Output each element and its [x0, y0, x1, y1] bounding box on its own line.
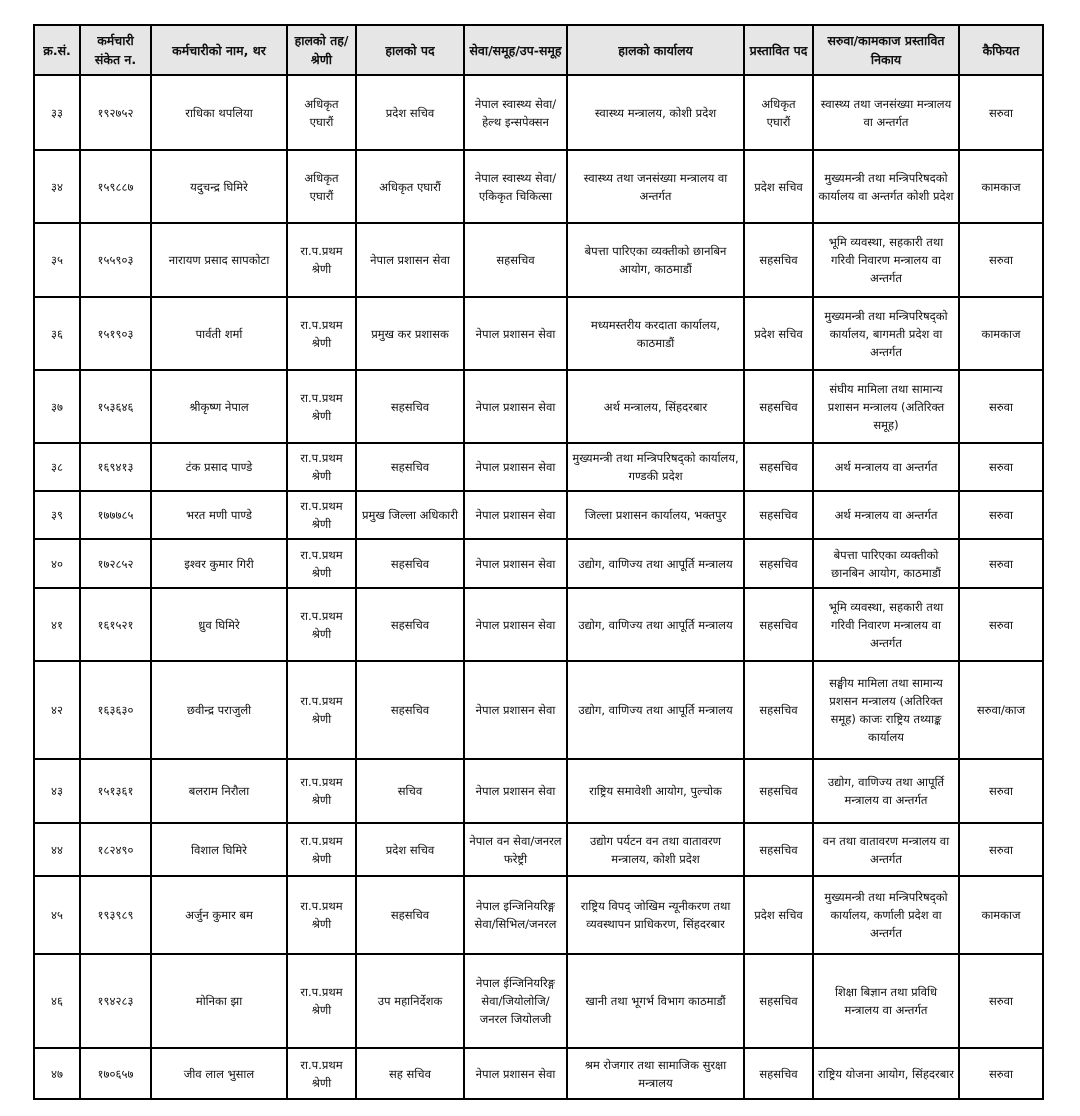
cell-current-post: प्रमुख कर प्रशासक [356, 297, 464, 370]
cell-serial: ३७ [34, 370, 80, 443]
cell-serial: ३५ [34, 223, 80, 297]
cell-remarks: सरुवा [959, 954, 1043, 1048]
cell-employee-code: १८२४९० [80, 823, 151, 876]
cell-current-office: उद्योग, वाणिज्य तथा आपूर्ति मन्त्रालय [567, 661, 744, 759]
table-row [34, 297, 1043, 370]
cell-service-group: नेपाल प्रशासन सेवा [464, 661, 567, 759]
cell-current-post: सहसचिव [356, 661, 464, 759]
cell-service-group: नेपाल प्रशासन सेवा [464, 588, 567, 661]
cell-employee-name: टंक प्रसाद पाण्डे [151, 443, 287, 491]
cell-employee-name: श्रीकृष्ण नेपाल [151, 370, 287, 443]
cell-proposed-post: सहसचिव [744, 539, 813, 588]
cell-current-post: सहसचिव [356, 539, 464, 588]
cell-employee-code: १९२७५२ [80, 75, 151, 150]
cell-service-group: नेपाल प्रशासन सेवा [464, 491, 567, 539]
cell-proposed-body: शिक्षा बिज्ञान तथा प्रविधि मन्त्रालय वा अन्तर्गत [813, 954, 959, 1048]
cell-employee-code: १७२८५२ [80, 539, 151, 588]
cell-current-level: रा.प.प्रथम श्रेणी [287, 759, 356, 823]
cell-remarks: सरुवा [959, 443, 1043, 491]
cell-employee-name: नारायण प्रसाद सापकोटा [151, 223, 287, 297]
cell-employee-name: ध्रुव घिमिरे [151, 588, 287, 661]
cell-service-group: नेपाल प्रशासन सेवा [464, 759, 567, 823]
cell-proposed-body: मुख्यमन्त्री तथा मन्त्रिपरिषद्को कार्यालय, कर्णाली प्रदेश वा अन्तर्गत [813, 876, 959, 954]
cell-serial: ४१ [34, 588, 80, 661]
cell-employee-code: १५३६४६ [80, 370, 151, 443]
header-remarks: कैफियत [959, 25, 1043, 75]
table-row [34, 661, 1043, 759]
cell-proposed-post: सहसचिव [744, 823, 813, 876]
cell-serial: ४७ [34, 1048, 80, 1099]
cell-current-post: सहसचिव [356, 443, 464, 491]
cell-current-level: रा.प.प्रथम श्रेणी [287, 370, 356, 443]
cell-remarks: कामकाज [959, 876, 1043, 954]
cell-current-level: रा.प.प्रथम श्रेणी [287, 223, 356, 297]
cell-proposed-post: सहसचिव [744, 1048, 813, 1099]
cell-current-level: अधिकृत एघारौं [287, 75, 356, 150]
cell-proposed-body: बेपत्ता पारिएका व्यक्तीको छानबिन आयोग, काठमाडौं [813, 539, 959, 588]
header-row [34, 25, 1043, 75]
cell-employee-code: १५१३६१ [80, 759, 151, 823]
cell-employee-name: इश्वर कुमार गिरी [151, 539, 287, 588]
cell-current-level: रा.प.प्रथम श्रेणी [287, 1048, 356, 1099]
cell-remarks: सरुवा [959, 588, 1043, 661]
cell-employee-name: पार्वती शर्मा [151, 297, 287, 370]
cell-remarks: सरुवा/काज [959, 661, 1043, 759]
cell-serial: ४३ [34, 759, 80, 823]
cell-proposed-body: सङ्घीय मामिला तथा सामान्य प्रशसन मन्त्रालय (अतिरिक्त समूह) काजः राष्ट्रिय तथ्याङ्क कार्यालय [813, 661, 959, 759]
cell-service-group: नेपाल प्रशासन सेवा [464, 1048, 567, 1099]
cell-current-post: प्रदेश सचिव [356, 75, 464, 150]
cell-employee-code: १६३६३० [80, 661, 151, 759]
cell-current-level: रा.प.प्रथम श्रेणी [287, 539, 356, 588]
cell-proposed-body: उद्योग, वाणिज्य तथा आपूर्ति मन्त्रालय वा अन्तर्गत [813, 759, 959, 823]
cell-proposed-body: मुख्यमन्त्री तथा मन्त्रिपरिषद्को कार्यालय, बागमती प्रदेश वा अन्तर्गत [813, 297, 959, 370]
cell-current-level: रा.प.प्रथम श्रेणी [287, 823, 356, 876]
cell-proposed-body: राष्ट्रिय योजना आयोग, सिंहदरबार [813, 1048, 959, 1099]
table-row [34, 539, 1043, 588]
cell-employee-name: छवीन्द्र पराजुली [151, 661, 287, 759]
header-employee-code: कर्मचारी संकेत न. [80, 25, 151, 75]
cell-employee-code: १९३९८९ [80, 876, 151, 954]
cell-employee-name: अर्जुन कुमार बम [151, 876, 287, 954]
cell-current-office: अर्थ मन्त्रालय, सिंहदरबार [567, 370, 744, 443]
cell-proposed-body: वन तथा वातावरण मन्त्रालय वा अन्तर्गत [813, 823, 959, 876]
cell-serial: ४२ [34, 661, 80, 759]
cell-proposed-body: भूमि व्यवस्था, सहकारी तथा गरिवी निवारण मन्त्रालय वा अन्तर्गत [813, 223, 959, 297]
cell-proposed-post: सहसचिव [744, 443, 813, 491]
cell-serial: ४० [34, 539, 80, 588]
cell-employee-code: १५५९०३ [80, 223, 151, 297]
cell-remarks: कामकाज [959, 297, 1043, 370]
cell-proposed-post: सहसचिव [744, 759, 813, 823]
cell-proposed-post: सहसचिव [744, 954, 813, 1048]
cell-current-office: राष्ट्रिय समावेशी आयोग, पुल्चोक [567, 759, 744, 823]
cell-current-post: सहसचिव [356, 876, 464, 954]
cell-current-post: सह सचिव [356, 1048, 464, 1099]
cell-current-office: जिल्ला प्रशासन कार्यालय, भक्तपुर [567, 491, 744, 539]
cell-current-office: स्वास्थ्य तथा जनसंख्या मन्त्रालय वा अन्तर्गत [567, 150, 744, 223]
cell-current-office: उद्योग पर्यटन वन तथा वातावरण मन्त्रालय, कोशी प्रदेश [567, 823, 744, 876]
table-row [34, 823, 1043, 876]
cell-proposed-body: अर्थ मन्त्रालय वा अन्तर्गत [813, 491, 959, 539]
cell-employee-name: जीव लाल भुसाल [151, 1048, 287, 1099]
cell-service-group: नेपाल प्रशासन सेवा [464, 443, 567, 491]
table-row [34, 588, 1043, 661]
cell-current-office: उद्योग, वाणिज्य तथा आपूर्ति मन्त्रालय [567, 588, 744, 661]
cell-proposed-post: सहसचिव [744, 223, 813, 297]
cell-current-level: रा.प.प्रथम श्रेणी [287, 297, 356, 370]
cell-remarks: सरुवा [959, 223, 1043, 297]
cell-proposed-post: अधिकृत एघारौं [744, 75, 813, 150]
header-service-group: सेवा/समूह/उप-समूह [464, 25, 567, 75]
table-row [34, 223, 1043, 297]
cell-current-post: उप महानिर्देशक [356, 954, 464, 1048]
cell-employee-name: बलराम निरौला [151, 759, 287, 823]
cell-remarks: सरुवा [959, 539, 1043, 588]
cell-service-group: नेपाल प्रशासन सेवा [464, 297, 567, 370]
cell-remarks: सरुवा [959, 75, 1043, 150]
cell-serial: ३६ [34, 297, 80, 370]
cell-current-level: रा.प.प्रथम श्रेणी [287, 491, 356, 539]
cell-current-level: रा.प.प्रथम श्रेणी [287, 954, 356, 1048]
header-current-post: हालको पद [356, 25, 464, 75]
cell-current-level: अधिकृत एघारौं [287, 150, 356, 223]
cell-serial: ४५ [34, 876, 80, 954]
cell-employee-code: १६१५२१ [80, 588, 151, 661]
cell-proposed-post: सहसचिव [744, 661, 813, 759]
cell-current-level: रा.प.प्रथम श्रेणी [287, 876, 356, 954]
cell-current-post: प्रमुख जिल्ला अधिकारी [356, 491, 464, 539]
cell-service-group: नेपाल प्रशासन सेवा [464, 539, 567, 588]
cell-employee-name: मोनिका झा [151, 954, 287, 1048]
table-row [34, 876, 1043, 954]
header-employee-name: कर्मचारीको नाम, थर [151, 25, 287, 75]
cell-remarks: कामकाज [959, 150, 1043, 223]
cell-proposed-body: भूमि व्यवस्था, सहकारी तथा गरिवी निवारण मन्त्रालय वा अन्तर्गत [813, 588, 959, 661]
cell-current-post: प्रदेश सचिव [356, 823, 464, 876]
cell-current-level: रा.प.प्रथम श्रेणी [287, 661, 356, 759]
header-current-level: हालको तह/श्रेणी [287, 25, 356, 75]
cell-current-post: सहसचिव [356, 370, 464, 443]
cell-service-group: नेपाल स्वास्थ्य सेवा/हेल्थ इन्सपेक्सन [464, 75, 567, 150]
cell-remarks: सरुवा [959, 823, 1043, 876]
table-row [34, 75, 1043, 150]
cell-remarks: सरुवा [959, 759, 1043, 823]
cell-service-group: नेपाल ईन्जिनियरिङ्ग सेवा/जियोलोजि/जनरल जियोलजी [464, 954, 567, 1048]
cell-employee-code: १५९८८७ [80, 150, 151, 223]
cell-serial: ३९ [34, 491, 80, 539]
cell-current-office: खानी तथा भूगर्भ विभाग काठमाडौं [567, 954, 744, 1048]
cell-current-level: रा.प.प्रथम श्रेणी [287, 588, 356, 661]
cell-service-group: सहसचिव [464, 223, 567, 297]
cell-serial: ४४ [34, 823, 80, 876]
table-row [34, 954, 1043, 1048]
cell-serial: ४६ [34, 954, 80, 1048]
table-row [34, 1048, 1043, 1099]
cell-current-office: मुख्यमन्त्री तथा मन्त्रिपरिषद्को कार्यालय, गण्डकी प्रदेश [567, 443, 744, 491]
cell-remarks: सरुवा [959, 1048, 1043, 1099]
cell-current-post: सचिव [356, 759, 464, 823]
cell-proposed-post: प्रदेश सचिव [744, 876, 813, 954]
cell-proposed-post: प्रदेश सचिव [744, 297, 813, 370]
cell-employee-code: १७०६५७ [80, 1048, 151, 1099]
cell-service-group: नेपाल स्वास्थ्य सेवा/एकिकृत चिकित्सा [464, 150, 567, 223]
header-proposed-post: प्रस्तावित पद [744, 25, 813, 75]
cell-employee-code: १९४२८३ [80, 954, 151, 1048]
cell-proposed-body: स्वास्थ्य तथा जनसंख्या मन्त्रालय वा अन्तर्गत [813, 75, 959, 150]
header-serial: क्र.सं. [34, 25, 80, 75]
cell-employee-code: १६९४१३ [80, 443, 151, 491]
cell-employee-name: राधिका थपलिया [151, 75, 287, 150]
cell-serial: ३४ [34, 150, 80, 223]
table-row [34, 370, 1043, 443]
cell-current-post: अधिकृत एघारौं [356, 150, 464, 223]
cell-current-office: बेपत्ता पारिएका व्यक्तीको छानबिन आयोग, काठमाडौं [567, 223, 744, 297]
cell-proposed-body: मुख्यमन्त्री तथा मन्त्रिपरिषदको कार्यालय वा अन्तर्गत कोशी प्रदेश [813, 150, 959, 223]
table-row [34, 150, 1043, 223]
cell-current-post: सहसचिव [356, 588, 464, 661]
employee-transfer-table [33, 24, 1044, 1100]
cell-service-group: नेपाल प्रशासन सेवा [464, 370, 567, 443]
table-body [34, 75, 1043, 1099]
cell-employee-code: १७७७८५ [80, 491, 151, 539]
cell-current-office: स्वास्थ्य मन्त्रालय, कोशी प्रदेश [567, 75, 744, 150]
cell-proposed-post: सहसचिव [744, 588, 813, 661]
cell-current-office: श्रम रोजगार तथा सामाजिक सुरक्षा मन्त्रालय [567, 1048, 744, 1099]
cell-employee-name: विशाल घिमिरे [151, 823, 287, 876]
cell-employee-code: १५१९०३ [80, 297, 151, 370]
cell-current-level: रा.प.प्रथम श्रेणी [287, 443, 356, 491]
cell-proposed-body: संघीय मामिला तथा सामान्य प्रशासन मन्त्रालय (अतिरिक्त समूह) [813, 370, 959, 443]
cell-proposed-post: सहसचिव [744, 491, 813, 539]
cell-serial: ३३ [34, 75, 80, 150]
cell-service-group: नेपाल वन सेवा/जनरल फरेष्ट्री [464, 823, 567, 876]
cell-employee-name: यदुचन्द्र घिमिरे [151, 150, 287, 223]
cell-current-office: राष्ट्रिय विपद् जोखिम न्यूनीकरण तथा व्यवस्थापन प्राधिकरण, सिंहदरबार [567, 876, 744, 954]
cell-serial: ३८ [34, 443, 80, 491]
header-current-office: हालको कार्यालय [567, 25, 744, 75]
cell-remarks: सरुवा [959, 491, 1043, 539]
table-row [34, 443, 1043, 491]
cell-current-post: नेपाल प्रशासन सेवा [356, 223, 464, 297]
cell-current-office: उद्योग, वाणिज्य तथा आपूर्ति मन्त्रालय [567, 539, 744, 588]
cell-current-office: मध्यमस्तरीय करदाता कार्यालय, काठमाडौं [567, 297, 744, 370]
table-row [34, 491, 1043, 539]
cell-employee-name: भरत मणी पाण्डे [151, 491, 287, 539]
cell-proposed-body: अर्थ मन्त्रालय वा अन्तर्गत [813, 443, 959, 491]
table-row [34, 759, 1043, 823]
cell-service-group: नेपाल इन्जिनियरिङ्ग सेवा/सिभिल/जनरल [464, 876, 567, 954]
cell-proposed-post: सहसचिव [744, 370, 813, 443]
header-proposed-body: सरुवा/कामकाज प्रस्तावित निकाय [813, 25, 959, 75]
cell-remarks: सरुवा [959, 370, 1043, 443]
cell-proposed-post: प्रदेश सचिव [744, 150, 813, 223]
